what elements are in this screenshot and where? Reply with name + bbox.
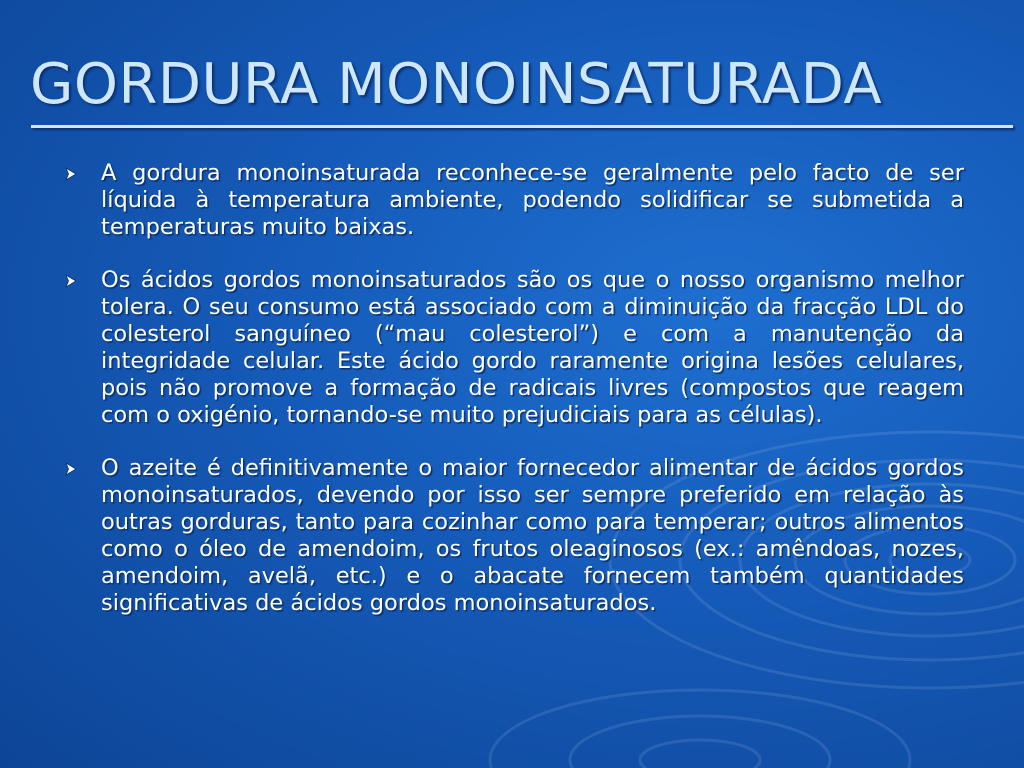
bullet-item (64, 455, 964, 617)
arrow-bullet-icon (64, 167, 78, 181)
bullet-text: A gordura monoinsaturada reconhece-se geralmente pelo facto de ser líquida à temperatura ambiente, podendo solidificar se submetida a temperaturas muito baixas. (101, 160, 964, 240)
arrow-bullet-icon (64, 274, 78, 288)
bullet-list (64, 160, 964, 617)
slide-title: GORDURA MONOINSATURADA (30, 52, 883, 117)
bullet-item (64, 267, 964, 429)
title-underline (31, 125, 1013, 128)
bullet-text: Os ácidos gordos monoinsaturados são os que o nosso organismo melhor tolera. O seu consumo está associado com a diminuição da fracção LDL do colesterol sanguíneo (“mau colesterol”) e com a manutenção da integridade celular. Este ácido gordo raramente origina lesões celulares, pois não promove a formação de radicais livres (compostos que reagem com o oxigénio, tornando-se muito prejudiciais para as células). (101, 267, 964, 428)
arrow-bullet-icon (64, 462, 78, 476)
bullet-text: O azeite é definitivamente o maior fornecedor alimentar de ácidos gordos monoinsaturados, devendo por isso ser sempre preferido em relação às outras gorduras, tanto para cozinhar como para temperar; outros alimentos como o óleo de amendoim, os frutos oleaginosos (ex.: amêndoas, nozes, amendoim, avelã, etc.) e o abacate fornecem também quantidades significativas de ácidos gordos monoinsaturados. (101, 455, 964, 616)
bullet-item (64, 160, 964, 241)
